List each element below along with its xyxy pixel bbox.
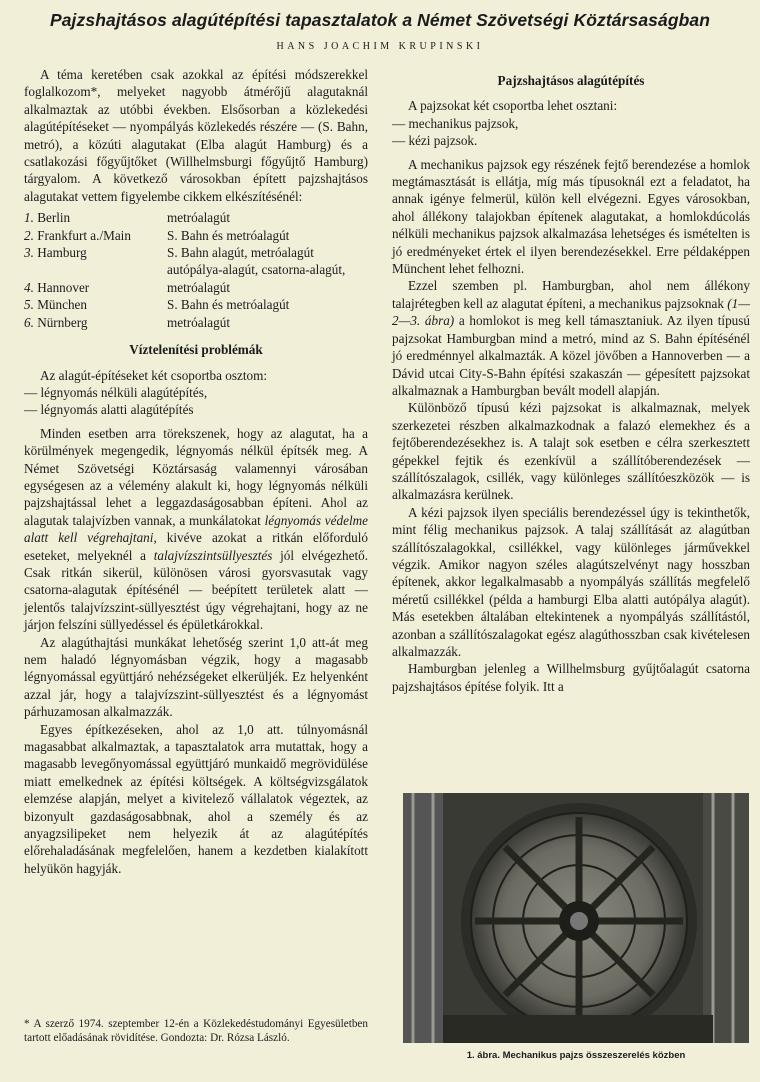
list-item: — kézi pajzsok. <box>392 133 478 149</box>
footnote: * A szerző 1974. szeptember 12-én a Közlekedéstudományi Egyesületben tartott előadásának rövidítése. Gondozta: Dr. Rózsa László. <box>24 1018 368 1044</box>
city-name: Hannover <box>37 279 90 295</box>
right-column <box>392 66 750 695</box>
city-row <box>24 209 368 226</box>
city-num: 4. <box>24 279 34 295</box>
section-heading-dewatering: Víztelenítési problémák <box>129 342 263 358</box>
left-column <box>24 66 368 877</box>
tunnel-type: metróalagút <box>167 279 230 295</box>
city-name: Frankfurt a./Main <box>37 227 131 243</box>
figure-caption: 1. ábra. Mechanikus pajzs összeszerelés közben <box>466 1050 686 1061</box>
shield-photo-illustration <box>403 793 749 1043</box>
author: HANS JOACHIM KRUPINSKI <box>276 41 484 52</box>
list-item: — légnyomás alatti alagútépítés <box>24 402 194 418</box>
shield-intro: A pajzsokat két csoportba lehet osztani: <box>408 98 618 114</box>
city-name: München <box>37 297 87 313</box>
group-list <box>24 384 368 419</box>
city-num: 6. <box>24 314 34 330</box>
article-title: Pajzshajtásos alagútépítési tapasztalatok a Német Szövetségi Köztársaságban <box>49 10 711 30</box>
body-paragraph: Az alagúthajtási munkákat lehetőség szerint 1,0 att-át meg nem haladó légnyomásban végzik, hogy a magasabb légnyomással együttjáró nehézségeket elkerüljék. Ez helyenként azzal jár, hogy a talajvízszint-süllyesztést és a légnyomást párhuzamosan alkalmazzák. <box>24 634 368 720</box>
body-paragraph: Minden esetben arra törekszenek, hogy az alagutat, ha a körülmények megengedik, légnyomás nélkül építsék meg. A Német Szövetségi Köztársaság valamennyi városában egységesen az a vélemény alakult ki, hogy légnyomás nélküli pajzshajtással lehet a leggazdaságosabban építeni. Ahol az alagutak talajvízben vannak, a munkálatokat légnyomás védelme alatt kell végrehajtani, kivéve azokat a ritkán előforduló eseteket, melyeknél a talajvízszintsüllyesztés jól elvégezhető. Csak ritkán sikerül, különösen városi gyorsvasutak vagy csatorna-alagutak építésénél — beépített területek alatt — jelentős talajvízszint-süllyesztést úgy végrehajtani, hogy az ne járjon felszíni süllyedéssel és épületkárokkal. <box>24 425 369 633</box>
body-paragraph: Ezzel szemben pl. Hamburgban, ahol nem állékony talajrétegben kell az alagutat építeni, a mechanikus pajzsoknak (1—2—3. ábra) a homlokot is meg kell támasztaniuk. Az ilyen típusú pajzsokat Hamburgban mind a metró, mind az S. Bahn építésénél jó eredménnyel alkalmazták. A közel jövőben a Hannoverben — a Dávid utcai City-S-Bahn építési szakaszán — gépesített pajzsokat alkalmaznak a Hamburgban bevált modell alapján. <box>392 278 750 398</box>
tunnel-type: S. Bahn és metróalagút <box>167 227 290 243</box>
tunnel-type: metróalagút <box>167 314 230 330</box>
body-paragraph: Hamburgban jelenleg a Willhelmsburg gyűjtőalagút csatorna pajzshajtásos építése folyik. Itt a <box>392 661 750 694</box>
figure-photo-shield <box>403 793 749 1043</box>
city-name: Nürnberg <box>37 314 88 330</box>
list-item: — légnyomás nélküli alagútépítés, <box>24 384 208 400</box>
city-row <box>24 314 368 331</box>
groups-intro: Az alagút-építéseket két csoportba osztom: <box>40 367 268 383</box>
city-num: 3. <box>24 245 34 261</box>
city-list <box>24 209 368 331</box>
city-row <box>24 227 368 244</box>
intro-paragraph: A téma keretében csak azokkal az építési módszerekkel foglalkozom*, melyeket nagyobb átmérőjű alagutaknál alkalmaztak az utóbbi években. Elsősorban a közlekedési alagútépítéseket — nyompályás közlekedés részére — (S. Bahn, metró), a közúti alagutakat (Elba alagút Hamburg) és a csatlakozási főgyűjtőket (Willhelmsburgi főgyűjtő Hamburg) tárgyalom. A következő városokban épített pajzshajtásos alagutakat vettem figyelembe cikkem elkészítésénél: <box>24 67 368 204</box>
city-row <box>24 244 368 279</box>
tunnel-type: metróalagút <box>167 210 230 226</box>
city-num: 2. <box>24 227 34 243</box>
tunnel-type: S. Bahn és metróalagút <box>167 297 290 313</box>
list-item: — mechanikus pajzsok, <box>392 115 519 131</box>
section-heading-shield: Pajzshajtásos alagútépítés <box>497 73 645 88</box>
city-row <box>24 279 368 296</box>
city-num: 5. <box>24 297 34 313</box>
shield-list <box>392 115 750 150</box>
body-paragraph: Egyes építkezéseken, ahol az 1,0 att. túlnyomásnál magasabbat alkalmaztak, a tapasztalatok arra mutattak, hogy a magasabb levegőnyomással együttjáró munkaidő megrövidülése miatt emelkednek az építési költségek. A költségvizsgálatok elemzése alapján, melyet a kivitelező vállalatok végeztek, az bizonyult gazdaságosabbnak, ahol a személy és az anyagzsilipeket nem helyezik át az alagútépítés előrehaladásának megfelelően, hanem a kezdetben kialakított helyükön hagyják. <box>24 721 368 876</box>
city-num: 1. <box>24 210 34 226</box>
city-name: Hamburg <box>37 245 87 261</box>
tunnel-type: S. Bahn alagút, metróalagút autópálya-alagút, csatorna-alagút, <box>167 245 346 278</box>
body-paragraph: A mechanikus pajzsok egy részének fejtő berendezése a homlok megtámasztását is ellátja, míg más típusoknál ezt a feladatot, ha annak igénye felmerül, külön kell elvégezni. Egyes városokban, ahol állékony talajokban építenek alagutakat, a homlokdúcolás nélküli mechanikus pajzsok alkalmazása lehetséges és ismételten is jó eredményeket értek el ilyen berendezésekkel. Erre példaképpen Münchent lehet felhozni. <box>392 156 750 277</box>
body-paragraph: A kézi pajzsok ilyen speciális berendezéssel úgy is tekinthetők, mint félig mechanikus pajzsok. A talaj szállítását az alagútban szállítószalagokkal, csillékkel, vagy különleges járművekkel végzik. Amikor nagyon széles alagútszelvényt nagy hosszban építenek, akkor legalkalmasabb a nyompályás szállítás megfelelő méretű csillékkel (példa a hamburgi Elba alatti autópálya alagút). Más esetekben általában eltekintenek a nyompályás szállítástól, azonban a szállítószalagokat egész alagúthosszban csak kivételesen alkalmazzák. <box>392 504 750 659</box>
body-paragraph: Különböző típusú kézi pajzsokat is alkalmaznak, melyek szerkezetei részben alkalmazkodnak a falazó elemekhez és a fejtőberendezésekhez is. A talajt sok esetben e célra szerkesztett gépekkel fejtik és ezenkívül a szállítóberendezések — szállítószalagok, csillék, vagy különleges szállítóeszközök — is alkalmazásra kerülnek. <box>392 400 750 503</box>
city-row <box>24 296 368 313</box>
city-name: Berlin <box>37 210 71 226</box>
